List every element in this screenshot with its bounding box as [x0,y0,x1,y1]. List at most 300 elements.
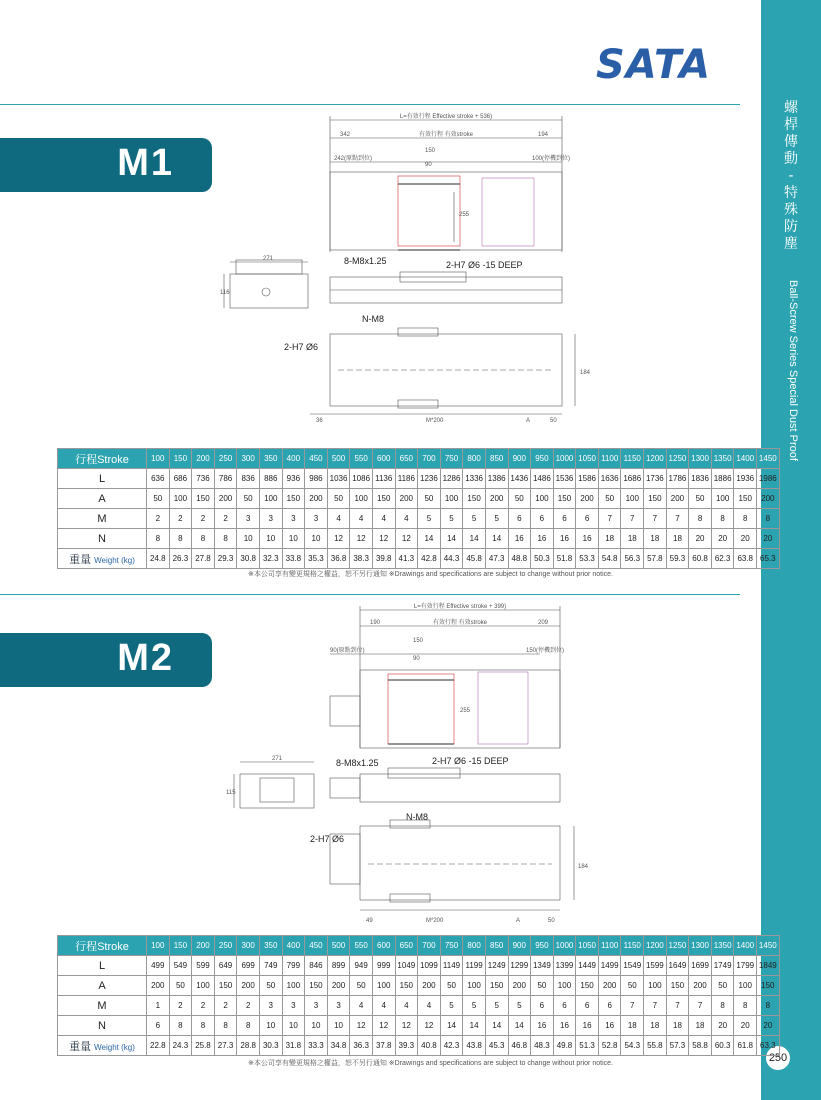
table-cell: 5 [463,509,486,529]
table-cell: 8 [214,1016,237,1036]
table-cell: 150 [485,976,508,996]
table-cell: 56.3 [621,549,644,569]
table-cell: 50 [621,976,644,996]
stroke-row [58,936,780,956]
table-cell: 39.8 [372,549,395,569]
table-cell: 3 [282,509,305,529]
table-cell: 8 [147,529,170,549]
table-cell: 27.3 [214,1036,237,1056]
table-cell: 44.3 [440,549,463,569]
table-cell: 1150 [621,449,644,469]
svg-text:342: 342 [340,132,351,138]
table-cell: 1300 [689,936,712,956]
table-cell: 3 [305,996,328,1016]
table-cell: 50 [418,489,441,509]
table-cell: 3 [327,996,350,1016]
table-cell: 39.3 [395,1036,418,1056]
table-cell: 12 [395,1016,418,1036]
table-cell: 18 [666,529,689,549]
row-header: L [58,956,147,976]
row-header: 重量 Weight (kg) [58,1036,147,1056]
table-cell: 14 [508,1016,531,1036]
table-cell: 350 [259,936,282,956]
table-cell: 1400 [734,449,757,469]
table-cell: 1249 [485,956,508,976]
table-cell: 100 [621,489,644,509]
table-cell: 8 [214,529,237,549]
table-cell: 1136 [372,469,395,489]
table-cell: 49.8 [553,1036,576,1056]
table-cell: 500 [327,936,350,956]
table-cell: 10 [237,529,260,549]
callout-pin2: 2-H7 Ø6 [310,834,345,844]
table-cell: 750 [440,936,463,956]
a-row [58,489,780,509]
table-cell: 50 [689,489,712,509]
table-cell: 8 [757,996,780,1016]
table-cell: 8 [169,529,192,549]
table-cell: 650 [395,449,418,469]
table-cell: 54.8 [598,549,621,569]
svg-text:184: 184 [580,370,591,376]
table-cell: 200 [395,489,418,509]
table-cell: 60.8 [689,549,712,569]
table-cell: 4 [418,996,441,1016]
table-cell: 200 [666,489,689,509]
table-cell: 1250 [666,449,689,469]
table-cell: 550 [350,936,373,956]
table-cell: 3 [305,509,328,529]
svg-text:150: 150 [425,148,436,154]
table-cell: 1349 [531,956,554,976]
table-cell: 18 [621,529,644,549]
table-cell: 100 [711,489,734,509]
table-cell: 7 [621,996,644,1016]
table-cell: 999 [372,956,395,976]
table-cell: 16 [576,529,599,549]
table-cell: 100 [644,976,667,996]
table-cell: 8 [237,1016,260,1036]
table-cell: 800 [463,449,486,469]
disclaimer-note: ※本公司享有變更規格之權益，恕不另行通知 ※Drawings and specifications are subject to change without prior notice. [248,571,613,578]
table-cell: 8 [689,509,712,529]
table-cell: 20 [757,1016,780,1036]
table-cell: 14 [440,1016,463,1036]
table-cell: 6 [598,996,621,1016]
table-cell: 2 [147,509,170,529]
stroke-row [58,449,780,469]
svg-text:A: A [526,418,531,424]
table-cell: 20 [734,1016,757,1036]
table-cell: 100 [350,489,373,509]
table-cell: 1200 [644,936,667,956]
table-cell: 18 [644,1016,667,1036]
table-cell: 6 [531,509,554,529]
table-cell: 48.8 [508,549,531,569]
table-cell: 1436 [508,469,531,489]
table-cell: 400 [282,936,305,956]
row-header: M [58,996,147,1016]
table-cell: 6 [553,509,576,529]
table-cell: 200 [192,449,215,469]
table-cell: 986 [305,469,328,489]
row-header: A [58,976,147,996]
table-cell: 100 [734,976,757,996]
table-cell: 50.3 [531,549,554,569]
table-cell: 29.3 [214,549,237,569]
table-cell: 40.8 [418,1036,441,1056]
table-cell: 36.3 [350,1036,373,1056]
table-cell: 846 [305,956,328,976]
m2-spec-table [57,935,780,1056]
table-cell: 12 [372,529,395,549]
table-cell: 10 [259,1016,282,1036]
table-cell: 5 [418,509,441,529]
table-cell: 24.3 [169,1036,192,1056]
svg-text:115: 115 [226,790,236,796]
table-cell: 50 [237,489,260,509]
row-header: 行程Stroke [58,449,147,469]
svg-text:271: 271 [262,256,274,262]
m-row [58,996,780,1016]
table-cell: 3 [282,996,305,1016]
table-cell: 1649 [666,956,689,976]
svg-text:M*200: M*200 [426,918,444,924]
svg-text:M*200: M*200 [426,418,444,424]
table-cell: 450 [305,449,328,469]
table-cell: 31.8 [282,1036,305,1056]
m2-technical-drawing [220,602,740,930]
table-cell: 1199 [463,956,486,976]
table-cell: 5 [440,996,463,1016]
svg-text:49: 49 [366,918,373,924]
table-cell: 63.3 [757,1036,780,1056]
table-cell: 950 [531,936,554,956]
table-cell: 700 [418,449,441,469]
table-cell: 54.3 [621,1036,644,1056]
table-cell: 1736 [644,469,667,489]
table-cell: 6 [576,509,599,529]
table-cell: 350 [259,449,282,469]
m-row [58,509,780,529]
row-header: A [58,489,147,509]
table-cell: 52.8 [598,1036,621,1056]
table-cell: 16 [531,1016,554,1036]
table-cell: 20 [711,1016,734,1036]
table-cell: 636 [147,469,170,489]
table-cell: 150 [734,489,757,509]
model-title: M1 [117,142,174,184]
table-cell: 10 [282,529,305,549]
callout-nm8: N-M8 [362,314,384,324]
table-cell: 200 [327,976,350,996]
svg-text:L=有效行程 Effective stroke + 536): L=有效行程 Effective stroke + 536) [399,114,493,120]
svg-text:255: 255 [459,212,470,218]
a-row [58,976,780,996]
table-cell: 150 [282,489,305,509]
table-cell: 8 [192,1016,215,1036]
table-cell: 10 [305,1016,328,1036]
table-cell: 51.8 [553,549,576,569]
table-cell: 16 [553,529,576,549]
table-cell: 200 [305,489,328,509]
table-cell: 5 [508,996,531,1016]
table-cell: 65.3 [757,549,780,569]
callout-pin2: 2-H7 Ø6 [284,342,319,352]
table-cell: 2 [192,509,215,529]
table-cell: 1986 [757,469,780,489]
table-cell: 6 [531,996,554,1016]
table-cell: 12 [418,1016,441,1036]
table-cell: 1286 [440,469,463,489]
page-number: 250 [766,1046,790,1070]
table-cell: 7 [666,509,689,529]
svg-text:90: 90 [425,162,432,168]
table-cell: 14 [463,529,486,549]
table-cell: 1049 [395,956,418,976]
callout-pin: 2-H7 Ø6 -15 DEEP [446,260,523,270]
table-cell: 699 [237,956,260,976]
table-cell: 1000 [553,936,576,956]
table-cell: 12 [372,1016,395,1036]
callout-thread: 8-M8x1.25 [336,758,379,768]
table-cell: 1749 [711,956,734,976]
svg-text:184: 184 [578,864,589,870]
table-cell: 1250 [666,936,689,956]
table-cell: 43.8 [463,1036,486,1056]
table-cell: 36.8 [327,549,350,569]
svg-text:150: 150 [413,638,424,644]
svg-text:150(停機到位): 150(停機到位) [526,648,565,654]
table-cell: 50 [598,489,621,509]
table-cell: 150 [169,449,192,469]
table-cell: 200 [598,976,621,996]
table-cell: 7 [666,996,689,1016]
table-cell: 4 [395,509,418,529]
table-cell: 1300 [689,449,712,469]
svg-text:36: 36 [316,418,323,424]
svg-text:A: A [516,918,521,924]
table-cell: 899 [327,956,350,976]
svg-text:242(原點到位): 242(原點到位) [334,156,373,162]
table-cell: 1100 [598,936,621,956]
table-cell: 7 [621,509,644,529]
svg-text:有效行程 有效stroke: 有效行程 有效stroke [418,132,474,138]
table-cell: 100 [259,489,282,509]
table-cell: 1350 [711,936,734,956]
table-cell: 150 [463,489,486,509]
table-cell: 18 [689,1016,712,1036]
table-cell: 886 [259,469,282,489]
table-cell: 900 [508,449,531,469]
table-cell: 18 [598,529,621,549]
table-cell: 300 [237,936,260,956]
table-cell: 800 [463,936,486,956]
row-header: N [58,1016,147,1036]
table-cell: 45.3 [485,1036,508,1056]
svg-text:190: 190 [370,620,381,626]
table-cell: 936 [282,469,305,489]
table-cell: 8 [734,996,757,1016]
table-cell: 16 [508,529,531,549]
table-cell: 8 [734,509,757,529]
table-cell: 14 [485,1016,508,1036]
svg-text:L=有效行程 Effective stroke + 399): L=有效行程 Effective stroke + 399) [413,604,507,610]
table-cell: 2 [214,996,237,1016]
table-cell: 30.8 [237,549,260,569]
table-cell: 12 [327,529,350,549]
table-cell: 100 [463,976,486,996]
table-cell: 10 [327,1016,350,1036]
table-cell: 33.8 [282,549,305,569]
table-cell: 50 [350,976,373,996]
table-cell: 62.3 [711,549,734,569]
callout-thread: 8-M8x1.25 [344,256,387,266]
table-cell: 900 [508,936,531,956]
table-cell: 4 [372,509,395,529]
table-cell: 50 [327,489,350,509]
table-cell: 549 [169,956,192,976]
table-cell: 8 [711,996,734,1016]
table-cell: 1549 [621,956,644,976]
table-cell: 14 [440,529,463,549]
table-cell: 1099 [418,956,441,976]
table-cell: 1086 [350,469,373,489]
table-cell: 150 [169,936,192,956]
table-cell: 200 [192,936,215,956]
table-cell: 18 [621,1016,644,1036]
table-cell: 2 [237,996,260,1016]
table-cell: 2 [169,996,192,1016]
table-cell: 1699 [689,956,712,976]
table-cell: 4 [350,509,373,529]
table-cell: 750 [440,449,463,469]
table-cell: 150 [666,976,689,996]
table-cell: 53.3 [576,549,599,569]
svg-text:116: 116 [220,290,230,296]
table-cell: 1150 [621,936,644,956]
model-tab-m2 [0,633,212,687]
table-cell: 1350 [711,449,734,469]
table-cell: 50 [531,976,554,996]
svg-text:271: 271 [271,756,283,762]
table-cell: 10 [259,529,282,549]
table-cell: 736 [192,469,215,489]
table-cell: 200 [508,976,531,996]
table-cell: 100 [553,976,576,996]
table-cell: 686 [169,469,192,489]
table-cell: 499 [147,956,170,976]
svg-text:90: 90 [413,656,420,662]
svg-text:有效行程 有效stroke: 有效行程 有效stroke [432,620,488,626]
table-cell: 150 [395,976,418,996]
table-cell: 42.8 [418,549,441,569]
table-cell: 60.3 [711,1036,734,1056]
table-cell: 51.3 [576,1036,599,1056]
table-cell: 28.8 [237,1036,260,1056]
table-cell: 16 [576,1016,599,1036]
table-cell: 836 [237,469,260,489]
table-cell: 650 [395,936,418,956]
table-cell: 1586 [576,469,599,489]
table-cell: 100 [531,489,554,509]
table-cell: 14 [418,529,441,549]
table-cell: 50 [259,976,282,996]
section-rule [0,594,740,595]
table-cell: 5 [485,996,508,1016]
table-cell: 1849 [757,956,780,976]
table-cell: 1450 [757,936,780,956]
table-cell: 100 [169,489,192,509]
table-cell: 2 [214,509,237,529]
table-cell: 150 [553,489,576,509]
table-cell: 1050 [576,449,599,469]
table-cell: 1836 [689,469,712,489]
table-cell: 50 [711,976,734,996]
table-cell: 22.8 [147,1036,170,1056]
row-header: N [58,529,147,549]
table-cell: 1000 [553,449,576,469]
n-row [58,529,780,549]
table-cell: 4 [350,996,373,1016]
table-cell: 20 [734,529,757,549]
table-cell: 1236 [418,469,441,489]
table-cell: 100 [147,936,170,956]
table-cell: 7 [598,509,621,529]
table-cell: 200 [757,489,780,509]
table-cell: 42.3 [440,1036,463,1056]
table-cell: 5 [440,509,463,529]
model-tab-m1 [0,138,212,192]
table-cell: 14 [463,1016,486,1036]
table-cell: 799 [282,956,305,976]
table-cell: 20 [757,529,780,549]
table-cell: 3 [259,509,282,529]
table-cell: 27.8 [192,549,215,569]
l-row [58,469,780,489]
table-cell: 3 [259,996,282,1016]
svg-text:50: 50 [550,418,557,424]
table-cell: 250 [214,936,237,956]
svg-text:100(停機到位): 100(停機到位) [532,156,571,162]
table-cell: 1050 [576,936,599,956]
table-cell: 200 [576,489,599,509]
table-cell: 1786 [666,469,689,489]
svg-text:209: 209 [538,620,549,626]
table-cell: 1 [147,996,170,1016]
table-cell: 649 [214,956,237,976]
row-header: 行程Stroke [58,936,147,956]
table-cell: 150 [576,976,599,996]
table-cell: 200 [237,976,260,996]
table-cell: 55.8 [644,1036,667,1056]
table-cell: 749 [259,956,282,976]
table-cell: 150 [372,489,395,509]
m1-spec-table [57,448,780,569]
table-cell: 18 [666,1016,689,1036]
table-cell: 1449 [576,956,599,976]
table-cell: 1399 [553,956,576,976]
table-cell: 6 [576,996,599,1016]
table-cell: 32.3 [259,549,282,569]
callout-pin: 2-H7 Ø6 -15 DEEP [432,756,509,766]
table-cell: 7 [689,996,712,1016]
model-title: M2 [117,637,174,679]
table-cell: 500 [327,449,350,469]
table-cell: 850 [485,936,508,956]
table-cell: 949 [350,956,373,976]
table-cell: 16 [531,529,554,549]
